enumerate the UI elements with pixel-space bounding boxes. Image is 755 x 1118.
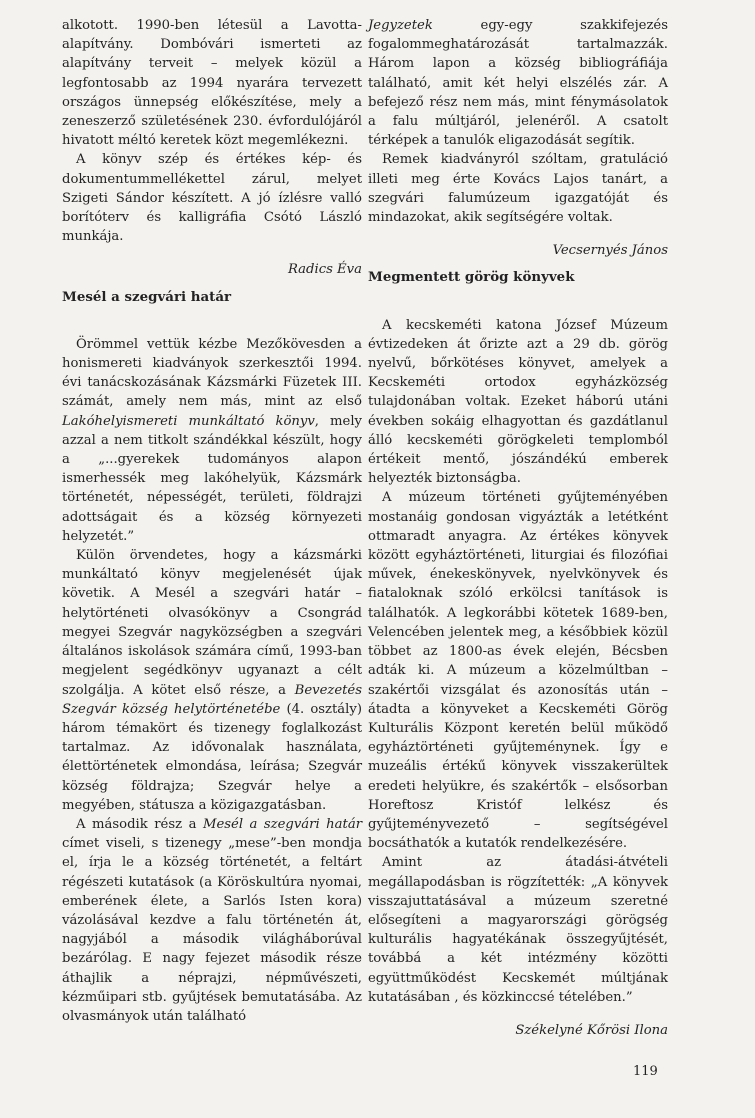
paragraph: Külön örvendetes, hogy a kázsmárki munkáltató könyv megjelenését újak követik. A Mesél a szegvári határ – helytörténeti olvasókönyv a Csongrád megyei Szegvár nagyközségben a szegvári általános iskolások számára című, 1993-ban megjelent segédkönyv ugyanazt a célt szolgálja. A kötet első része, a Bevezetés Szegvár község helytörténetébe (4. osztály) három témakört és tizenegy foglalkozást tartalmaz. Az idővonalak használata, élettörténetek elmondása, leírása; Szegvár község földrajza; Szegvár helye a megyében, státusza a közigazgatásban. bbox=[62, 548, 362, 813]
right-column bbox=[368, 16, 668, 1040]
article-heading: Mesél a szegvári határ bbox=[62, 288, 232, 305]
paragraph: Örömmel vettük kézbe Mezőkövesden a honismereti kiadványok szerkesztői 1994. évi tanácskozásának Kázsmárki Füzetek III. számát, amely nem más, mint az első Lakóhelyismereti munkáltató könyv, mely azzal a nem titkolt szándékkal készült, hogy a „...gyerekek tudományos alapon ismerhessék meg lakóhelyük, Kázsmárk történetét, népességét, területi, földrajzi adottságait és a község környezeti helyzetét.” bbox=[62, 336, 362, 544]
paragraph: Amint az átadási-átvételi megállapodásban is rögzítették: „A könyvek visszajuttatásával a múzeum szeretné elősegíteni a magyarországi görögség kulturális hagyatékának összegyűjtését, továbbá a két intézmény közötti együttműködést Kecskemét múltjának kutatásában , és közkinccsé tételében.” bbox=[368, 855, 668, 1005]
author-signature: Vecsernyés János bbox=[552, 243, 668, 259]
left-column bbox=[62, 16, 362, 1026]
paragraph: A múzeum történeti gyűjteményében mostanáig gondosan vigyázták a letétként ottmaradt anyagra. Az értékes könyvek között egyháztörténeti, liturgiai és filozófiai művek, énekeskönyvek, nyelvkönyvek és fiataloknak szóló erkölcsi tanítások is találhatók. A legkorábbi kötetek 1689-ben, Velencében jelentek meg, a későbbiek közül többet az 1800-as évek elején, Bécsben adták ki. A múzeum a közelmúltban – szakértői vizsgálat és azonosítás után – átadta a könyveket a Kecskeméti Görög Kulturális Központ keretén belül működő egyháztörténeti gyűjteménynek. Így e muzeális értékű könyvek visszakerültek eredeti helyükre, és szakértők – elsősorban Horeftosz Kristóf lelkész és gyűjteményvezető – segítségével bocsáthatók a kutatók rendelkezésére. bbox=[368, 490, 668, 852]
paragraph: A könyv szép és értékes kép- és dokumentummellékettel zárul, melyet Szigeti Sándor készített. A jó ízlésre valló borítóterv és kalligráfia Csótó László munkája. bbox=[62, 152, 362, 245]
paragraph: Remek kiadványról szóltam, gratuláció illeti meg érte Kovács Lajos tanárt, a szegvári falumúzeum igazgatóját és mindazokat, akik segítségére voltak. bbox=[368, 152, 668, 226]
page-number: 119 bbox=[633, 1064, 658, 1079]
paragraph: A második rész a Mesél a szegvári határ címet viseli, s tizenegy „mese”-ben mondja el, írja le a község történetét, a feltárt régészeti kutatások (a Köröskultúra nyomai, emberének élete, a Sarlós Isten kora) vázolásával kezdve a falu történetén át, nagyjából a második világháborúval bezárólag. E nagy fejezet második része áthajlik a néprajzi, népművészeti, kézműipari stb. gyűjtések bemutatásába. Az olvasmányok után található bbox=[62, 816, 363, 1024]
paragraph: Jegyzetek egy-egy szakkifejezés fogalommeghatározását tartalmazzák. Három lapon a község bibliográfiája található, amit két helyi elszélés zár. A befejező rész nem más, mint fénymásolatok a falu múltjáról, jelenéről. A csatolt térképek a tanulók eligazodását segítik. bbox=[368, 18, 668, 149]
paragraph: alkotott. 1990-ben létesül a Lavotta-alapítvány. Dombóvári ismerteti az alapítvány terveit – melyek közül a legfontosabb az 1994 nyarára tervezett országos ünnepség előkészítése, mely a zeneszerző születésének 230. évfordulójáról hivatott méltó keretek közt megemlékezni. bbox=[62, 18, 362, 149]
author-signature: Radics Éva bbox=[287, 262, 362, 278]
article-heading: Megmentett görög könyvek bbox=[368, 269, 575, 286]
author-signature: Székelyné Kőrösi Ilona bbox=[515, 1022, 668, 1038]
paragraph: A kecskeméti katona József Múzeum évtizedeken át őrizte azt a 29 db. görög nyelvű, bőrkötéses könyvet, amelyek a Kecskeméti ortodox egyházközség tulajdonában voltak. Ezeket háború utáni években sokáig elhagyottan és gazdátlanul álló kecskeméti görögkeleti templomból értékeit mentő, jószándékú emberek helyezték biztonságba. bbox=[368, 317, 668, 487]
